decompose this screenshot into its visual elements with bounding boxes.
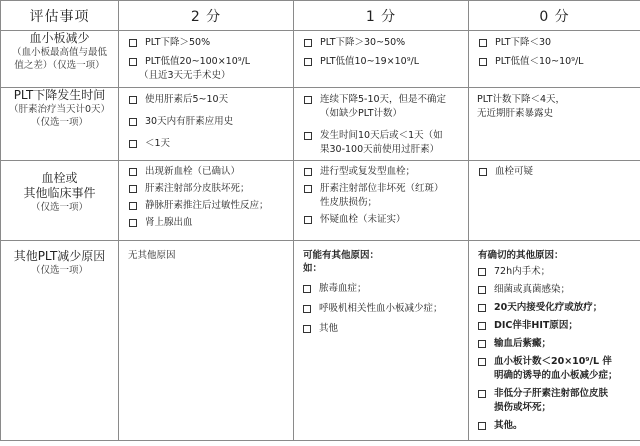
score-1-cell xyxy=(294,241,469,441)
option-item[interactable] xyxy=(129,55,285,69)
criterion-note: （肝素治疗当天计0天） xyxy=(8,104,111,115)
option-label: 发生时间10天后或＜1天（如 xyxy=(320,130,443,141)
option-label: PLT下降＞50% xyxy=(145,37,211,48)
option-label: 其他 xyxy=(319,323,339,334)
option-item[interactable] xyxy=(479,36,632,50)
option-label: 72h内手术； xyxy=(494,266,551,277)
option-item[interactable] xyxy=(478,355,632,369)
option-text: PLT计数下降＜4天， xyxy=(477,94,566,105)
checkbox-icon[interactable] xyxy=(304,132,312,140)
option-item[interactable] xyxy=(129,199,285,213)
checkbox-icon[interactable] xyxy=(129,168,137,176)
row-thrombocytopenia xyxy=(1,31,640,88)
checkbox-icon[interactable] xyxy=(479,58,487,66)
checkbox-icon[interactable] xyxy=(303,305,311,313)
row-other-causes xyxy=(1,241,640,441)
option-label: 血小板计数＜20×10⁹/L 伴 xyxy=(494,356,612,367)
score-2-cell xyxy=(119,31,294,88)
option-item[interactable] xyxy=(478,283,632,297)
checkbox-icon[interactable] xyxy=(129,39,137,47)
score-0-cell xyxy=(469,161,640,241)
checkbox-icon[interactable] xyxy=(129,140,137,148)
lead-text: 如： xyxy=(303,263,323,274)
option-item[interactable] xyxy=(304,36,460,50)
option-label: 血栓可疑 xyxy=(495,166,534,177)
option-item[interactable] xyxy=(478,265,632,279)
option-label: 肝素注射部分皮肤坏死； xyxy=(145,183,250,194)
criterion-title: 血栓或 xyxy=(41,171,78,185)
header-row xyxy=(1,1,640,31)
option-item[interactable] xyxy=(129,182,285,196)
checkbox-icon[interactable] xyxy=(129,96,137,104)
option-label: PLT下降＜30 xyxy=(495,37,552,48)
criterion-title: 血小板减少 xyxy=(29,31,90,45)
option-item[interactable] xyxy=(129,93,285,107)
option-item[interactable] xyxy=(129,165,285,179)
checkbox-icon[interactable] xyxy=(303,325,311,333)
option-label: 怀疑血栓（未证实） xyxy=(320,214,406,225)
option-item[interactable] xyxy=(478,301,632,315)
option-item[interactable] xyxy=(304,165,460,179)
option-label: ＜1天 xyxy=(145,138,171,149)
option-item[interactable] xyxy=(304,55,460,69)
score-0-cell xyxy=(469,31,640,88)
checkbox-icon[interactable] xyxy=(304,58,312,66)
option-item[interactable] xyxy=(303,302,460,316)
option-label: PLT低值20~100×10⁹/L xyxy=(145,56,251,67)
checkbox-icon[interactable] xyxy=(303,285,311,293)
score-1-cell xyxy=(294,88,469,161)
checkbox-icon[interactable] xyxy=(129,219,137,227)
option-label: 出现新血栓（已确认） xyxy=(145,166,241,177)
option-label: 非低分子肝素注射部位皮肤 xyxy=(494,388,609,399)
criterion-cell xyxy=(1,161,119,241)
option-label: DIC伴非HIT原因； xyxy=(494,320,578,331)
header-criterion: 评估事项 xyxy=(1,1,119,31)
score-1-cell xyxy=(294,31,469,88)
option-note: 明确的诱导的血小板减少症； xyxy=(494,370,618,381)
checkbox-icon[interactable] xyxy=(304,185,312,193)
checkbox-icon[interactable] xyxy=(304,39,312,47)
option-label: 使用肝素后5~10天 xyxy=(145,94,229,105)
criterion-title: PLT下降发生时间 xyxy=(13,88,106,102)
option-item[interactable] xyxy=(478,337,632,351)
checkbox-icon[interactable] xyxy=(129,202,137,210)
criterion-note: （血小板最高值与最低 xyxy=(11,47,107,58)
header-score-2: 2 分 xyxy=(119,1,294,31)
option-label: 静脉肝素推注后过敏性反应； xyxy=(145,200,269,211)
checkbox-icon[interactable] xyxy=(478,268,486,276)
checkbox-icon[interactable] xyxy=(304,168,312,176)
checkbox-icon[interactable] xyxy=(479,39,487,47)
criterion-note: 值之差）（仅选一项） xyxy=(14,60,105,71)
header-score-1: 1 分 xyxy=(294,1,469,31)
option-note: （如缺少PLT计数） xyxy=(320,108,403,119)
option-text: 无近期肝素暴露史 xyxy=(477,108,554,119)
checkbox-icon[interactable] xyxy=(304,96,312,104)
criterion-cell xyxy=(1,31,119,88)
option-item[interactable] xyxy=(478,419,632,433)
option-item[interactable] xyxy=(304,93,460,107)
option-item[interactable] xyxy=(129,216,285,230)
option-label: 30天内有肝素应用史 xyxy=(145,116,234,127)
checkbox-icon[interactable] xyxy=(129,185,137,193)
option-note: 果30-100天前使用过肝素） xyxy=(320,144,440,155)
option-label: 输血后紫癜； xyxy=(494,338,552,349)
score-2-cell xyxy=(119,161,294,241)
option-note: （且近3天无手术史） xyxy=(139,70,231,81)
criterion-cell xyxy=(1,88,119,161)
option-item[interactable] xyxy=(478,387,632,401)
option-note: 损伤或坏死； xyxy=(494,402,552,413)
option-label: 进行型或复发型血栓； xyxy=(320,166,416,177)
option-item[interactable] xyxy=(303,322,460,336)
option-item[interactable] xyxy=(129,137,285,151)
option-label: 连续下降5-10天，但是不确定 xyxy=(320,94,447,105)
checkbox-icon[interactable] xyxy=(304,216,312,224)
checkbox-icon[interactable] xyxy=(478,322,486,330)
option-label: PLT下降＞30~50% xyxy=(320,37,406,48)
row-timing xyxy=(1,88,640,161)
option-label: PLT低值＜10~10⁹/L xyxy=(495,56,584,67)
option-item[interactable] xyxy=(129,115,285,129)
checkbox-icon[interactable] xyxy=(479,168,487,176)
checkbox-icon[interactable] xyxy=(478,304,486,312)
option-item[interactable] xyxy=(304,213,460,227)
option-text: 无其他原因 xyxy=(128,250,176,261)
option-label: 20天内接受化疗或放疗； xyxy=(494,302,603,313)
checkbox-icon[interactable] xyxy=(478,286,486,294)
option-label: 脓毒血症； xyxy=(319,283,367,294)
option-item[interactable] xyxy=(478,319,632,333)
option-label: 细菌或真菌感染； xyxy=(494,284,571,295)
score-0-cell xyxy=(469,241,640,441)
criterion-cell xyxy=(1,241,119,441)
checkbox-icon[interactable] xyxy=(129,118,137,126)
criterion-note: （仅选一项） xyxy=(30,202,88,213)
checkbox-icon[interactable] xyxy=(478,390,486,398)
score-2-cell xyxy=(119,241,294,441)
option-label: 呼吸机相关性血小板减少症； xyxy=(319,303,443,314)
criterion-title: 其他临床事件 xyxy=(23,186,96,200)
option-label: PLT低值10~19×10⁹/L xyxy=(320,56,420,67)
lead-text: 可能有其他原因： xyxy=(303,250,380,261)
option-item[interactable] xyxy=(304,129,460,143)
option-item[interactable] xyxy=(479,165,632,179)
option-label: 其他。 xyxy=(494,420,523,431)
option-label: 肾上腺出血 xyxy=(145,217,193,228)
checkbox-icon[interactable] xyxy=(478,422,486,430)
score-0-cell xyxy=(469,88,640,161)
option-item[interactable] xyxy=(303,282,460,296)
option-note: 性皮肤损伤； xyxy=(320,197,378,208)
row-thrombosis xyxy=(1,161,640,241)
criterion-note: （仅选一项） xyxy=(30,117,88,128)
checkbox-icon[interactable] xyxy=(478,358,486,366)
header-score-0: 0 分 xyxy=(469,1,640,31)
option-label: 肝素注射部位非坏死（红斑） xyxy=(320,183,444,194)
criterion-title: 其他PLT减少原因 xyxy=(13,249,106,263)
checkbox-icon[interactable] xyxy=(478,340,486,348)
score-1-cell xyxy=(294,161,469,241)
option-item[interactable] xyxy=(479,55,632,69)
criterion-note: （仅选一项） xyxy=(30,265,88,276)
option-item[interactable] xyxy=(304,182,460,196)
lead-text: 有确切的其他原因： xyxy=(478,250,564,261)
checkbox-icon[interactable] xyxy=(129,58,137,66)
option-item[interactable] xyxy=(129,36,285,50)
score-2-cell xyxy=(119,88,294,161)
